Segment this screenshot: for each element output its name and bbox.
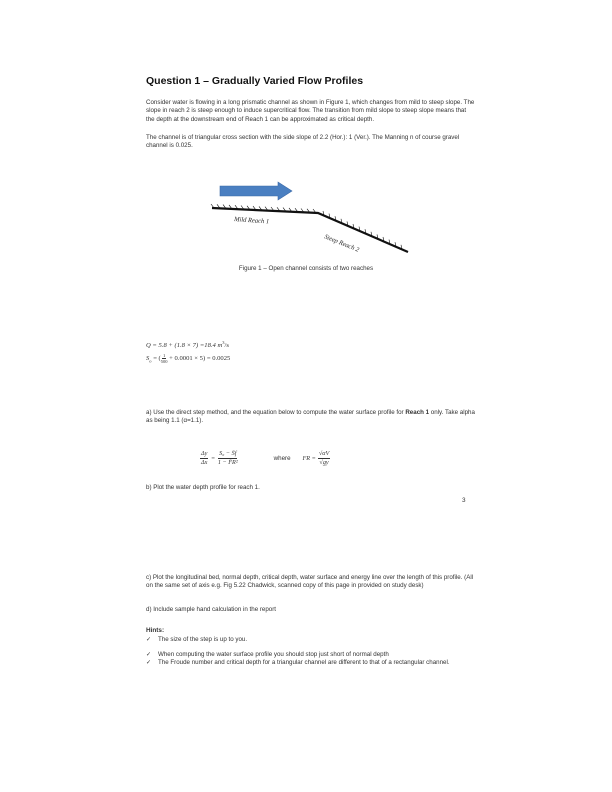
froude-denominator: √gy bbox=[319, 459, 329, 466]
slope-ratio-numerator: S₀ − S̄f bbox=[219, 450, 237, 457]
dy-numerator: Δy bbox=[201, 450, 208, 457]
slope-fraction-den: 500 bbox=[160, 359, 168, 364]
page-number: 3 bbox=[462, 497, 466, 504]
figure-caption: Figure 1 – Open channel consists of two reaches bbox=[238, 265, 374, 272]
reach-1-label: Mild Reach 1 bbox=[233, 216, 270, 226]
part-c-text: c) Plot the longitudinal bed, normal depth, critical depth, water surface and energy line over the length of this profile. (All on the same set of axis e.g. Fig 5.22 Chadwick, scanned copy of this page in provided on study desk) bbox=[146, 574, 474, 590]
checkmark-icon: ✓ bbox=[146, 659, 152, 666]
hints-title: Hints: bbox=[146, 627, 165, 634]
hint-text: The size of the step is up to you. bbox=[158, 636, 248, 643]
part-b-text: b) Plot the water depth profile for reach 1. bbox=[146, 484, 260, 491]
froude-numerator: √αV bbox=[318, 450, 330, 457]
slope-symbol: S bbox=[146, 355, 150, 363]
part-a-suffix: only. Take alpha as being 1.1 (α=1.1). bbox=[146, 409, 475, 425]
discharge-equation bbox=[146, 340, 229, 349]
discharge-expression: Q = 5.8 + (1.8 × 7) =18.4 m bbox=[146, 342, 223, 350]
slope-subscript: o bbox=[149, 358, 152, 364]
part-a-prefix: a) Use the direct step method, and the equation below to compute the water surface profile for bbox=[146, 409, 406, 416]
hint-text: The Froude number and critical depth for a triangular channel are different to that of a rectangular channel. bbox=[158, 659, 450, 666]
hint-item bbox=[146, 651, 476, 659]
slope-ratio-denominator: 1 − F̄R² bbox=[217, 459, 238, 466]
part-a-text bbox=[146, 409, 476, 426]
equals-sign: = bbox=[211, 455, 215, 462]
discharge-unit: /s bbox=[224, 342, 229, 350]
slope-fraction-num: 1 bbox=[163, 353, 166, 358]
bed-slope-equation bbox=[146, 353, 230, 364]
channel-figure bbox=[200, 180, 440, 260]
hint-item bbox=[146, 636, 476, 644]
where-word: where bbox=[273, 455, 291, 462]
checkmark-icon: ✓ bbox=[146, 651, 152, 658]
hint-text: When computing the water surface profile you should stop just short of normal depth bbox=[158, 651, 389, 658]
dy-dx-fraction bbox=[200, 450, 208, 467]
slope-ratio-fraction bbox=[218, 450, 238, 467]
question-title: Question 1 – Gradually Varied Flow Profiles bbox=[146, 75, 364, 87]
reach-2-label: Steep Reach 2 bbox=[323, 233, 361, 254]
slope-rest: + 0.0001 × 5) = 0.0025 bbox=[167, 355, 231, 363]
dx-denominator: Δx bbox=[201, 459, 208, 466]
intro-paragraph-1: Consider water is flowing in a long prismatic channel as shown in Figure 1, which changes from mild to steep slope. The slope in reach 2 is steep enough to induce supercritical flow. The transition from mild slope to steep slope means that the depth at the downstream end of Reach 1 can be approximated as critical depth. bbox=[146, 99, 475, 123]
flow-direction-arrow bbox=[220, 182, 292, 200]
channel-bed-line bbox=[212, 208, 408, 252]
intro-paragraph-2: The channel is of triangular cross section with the side slope of 2.2 (Hor.): 1 (Ver.). The Manning n of course gravel channel is 0.025. bbox=[146, 134, 460, 150]
part-d-text: d) Include sample hand calculation in the report bbox=[146, 606, 277, 613]
part-a-bold: Reach 1 bbox=[405, 409, 430, 416]
direct-step-equation bbox=[200, 450, 330, 467]
froude-fraction bbox=[318, 450, 330, 467]
froude-lhs: FR = bbox=[302, 455, 316, 462]
slope-open: = ( bbox=[151, 355, 161, 363]
checkmark-icon: ✓ bbox=[146, 636, 152, 643]
hint-item bbox=[146, 659, 476, 667]
discharge-exponent: 3 bbox=[222, 340, 225, 345]
slope-fraction bbox=[161, 353, 168, 364]
